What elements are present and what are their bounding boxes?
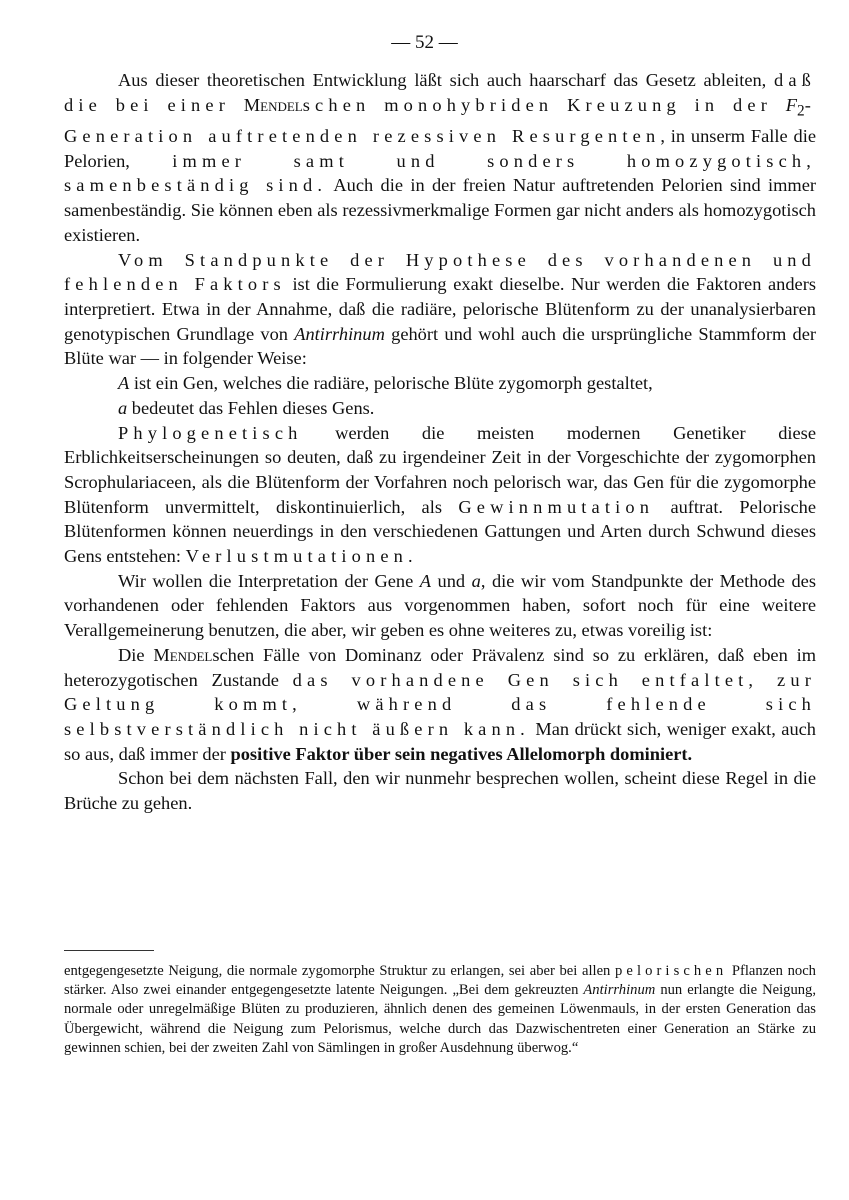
main-text [64,68,816,816]
gen-definition-a [64,396,816,421]
bold-text: positive Faktor über sein negatives Allelomorph dominiert. [230,743,693,764]
generation-symbol: F [785,94,798,115]
spaced-text: immer samt und sonders homozygotisch, samenbeständig sind. [64,150,817,196]
text-run: Aus dieser theoretischen Entwicklung läßt sich auch haarscharf das Gesetz ableiten, [118,70,774,90]
genus-name: Antirrhinum [294,323,385,344]
text-run: auftrat. Pelorische Blütenformen können neuerdings in den verschiedenen Gattungen und Arten durch Schwund dieses Gens entstehen: [64,496,816,567]
spaced-text: -Generation auftretenden rezessiven Resurgenten [64,94,816,147]
text-run: Man drückt sich, weniger exakt, auch so aus, daß immer der [64,718,816,764]
spaced-text: schen monohybriden Kreuzung in der [302,94,786,115]
text-run: schen Fälle von Dominanz oder Prävalenz sind so zu erklären, daß eben im heterozygotischen Zustande [64,644,816,690]
text-run: Auch die in der freien Natur auftretenden Pelorien sind immer samenbeständig. Sie können eben als rezessivmerkmalige Formen gar nicht anders als homozygotisch existieren. [64,175,817,245]
paragraph-2 [64,248,816,372]
author-name-mendel: Mendel [153,644,213,665]
paragraph-1 [64,68,816,248]
gene-symbol: A [118,373,130,394]
paragraph-6: Schon bei dem nächsten Fall, den wir nunmehr besprechen wollen, scheint diese Regel in die Brüche zu gehen. [64,768,816,814]
genus-name: Antirrhinum [583,982,656,999]
spaced-text: Phylogenetisch [118,422,303,443]
paragraph-3 [64,421,816,569]
gene-symbol: a [471,570,481,591]
author-name-mendel: Mendel [243,94,303,115]
text-run: nun erlangte die Neigung, normale oder unregelmäßige Blüten zu produzieren, ähnlich denen des gemeinen Löwenmauls, in der ersten Generation das Übergewicht, während die Neigung zum Pelorismus, welche durch das Dazwischentreten einer Generation an Stärke zu gewinnen schien, bei der zweiten Zahl von Sämlingen in großer Ausdehnung überwog.“ [64,982,816,1056]
text-run: und [431,570,472,591]
footnote [64,962,816,1058]
text-run: Die [118,644,154,665]
page-number: — 52 — [391,32,458,53]
gen-definition-A [64,371,816,396]
footnote-text [64,962,816,1058]
paragraph-4 [64,569,816,643]
text-run: Pflanzen noch stärker. Also zwei einander entgegengesetzte latente Neigungen. „Bei dem gekreuzten [64,963,816,999]
gene-symbol: A [419,570,432,591]
spaced-text: pelorischen [615,963,728,979]
text-run: gehört und wohl auch die ursprüngliche Stammform der Blüte war — in [64,323,816,369]
generation-subscript: 2 [797,102,805,120]
text-run: Wir wollen die Interpretation der Gene [118,570,420,591]
text-run: ist die Formulierung exakt dieselbe. Nur werden die Faktoren anders interpretiert. Etwa in der Annahme, daß die radiäre, pelorische Blütenform zu der unanalysierbaren genotypischen Grundlage von [64,274,816,344]
text-run: werden die meisten modernen Genetiker diese Erblichkeitserscheinungen so deuten, daß zu irgendeiner Zeit in der Vorgeschichte der zygomorphen Scrophulariaceen, als die Blütenform der Vorfahren noch pelorisch war, das Gen für die zygomorphe Blütenform unvermittelt, diskontinuierlich, als [64,422,816,517]
spaced-text: Verlustmutationen. [185,546,418,567]
spaced-text: das vorhandene Gen sich entfaltet, zur Geltung kommt, während das fehlende sich selbstverständlich nicht äußern kann. [64,669,816,739]
spaced-text: Vom Standpunkte der Hypothese des vorhandenen und fehlenden Faktors [64,249,816,295]
text-run: ist ein Gen, welches die radiäre, pelorische Blüte zygomorph gestaltet, [129,373,653,394]
spaced-text: Gewinnmutation [458,496,655,517]
text-run: , die wir vom Standpunkte der Methode des vorhandenen oder fehlenden Faktors aus vorgenommen haben, sofort noch für eine weitere Verallgemeinerung benutzen, die aber, wir geben es ohne weiteres zu, etwas voreilig ist: [64,570,816,641]
spaced-text: daß die bei einer [64,70,816,115]
paragraph-5 [64,643,816,767]
footnote-divider [64,950,154,951]
gene-symbol: a [118,397,128,418]
text-run: folgender Weise: [182,348,307,369]
text-run: entgegengesetzte Neigung, die normale zygomorphe Struktur zu erlangen, sei aber bei allen [64,963,615,979]
text-run: , in unserm Falle die Pelorien, [64,126,816,171]
text-run: bedeutet das Fehlen dieses Gens. [127,397,375,418]
